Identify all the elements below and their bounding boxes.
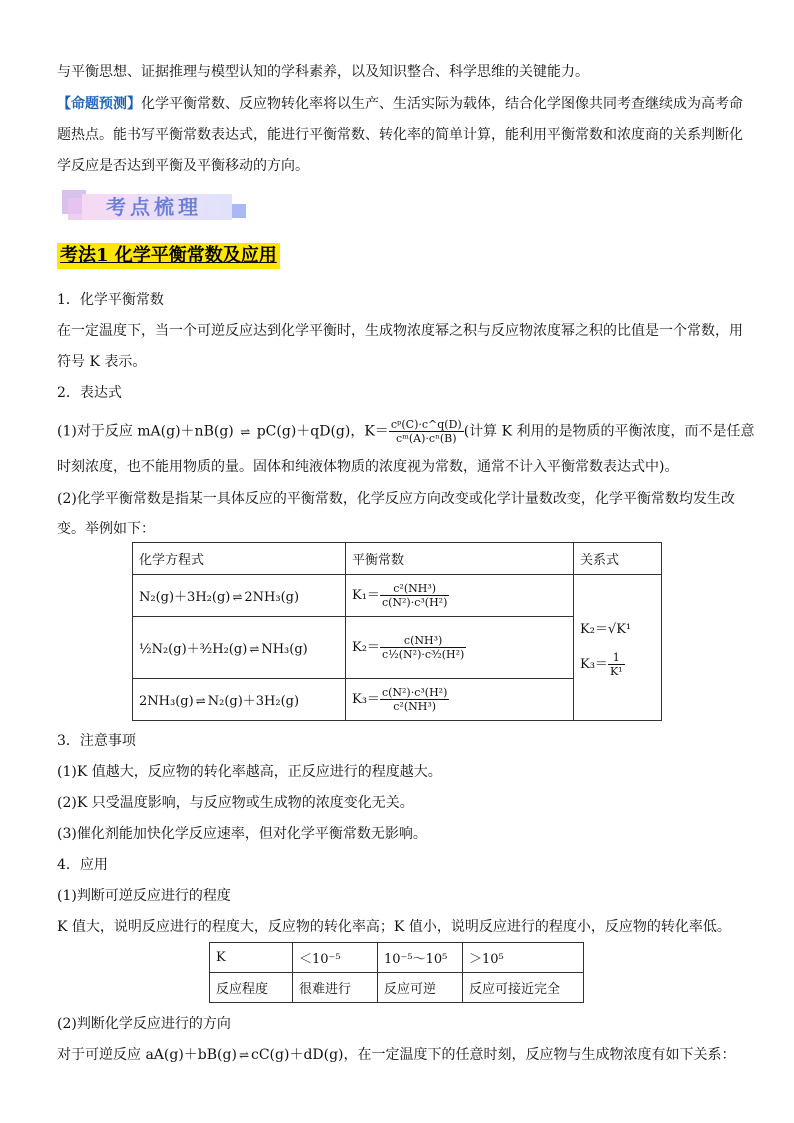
equilibrium-arrow-icon: ⇌	[238, 1048, 249, 1062]
banner-decoration	[232, 204, 246, 218]
table-cell: ＜10⁻⁵	[293, 943, 378, 973]
s1-line-1: 在一定温度下，当一个可逆反应达到化学平衡时，生成物浓度幂之积与反应物浓度幂之积的比值是一个常数，用	[57, 323, 743, 339]
s3-item-1: (1)K 值越大，反应物的转化率越高，正反应进行的程度越大。	[57, 764, 442, 780]
prediction-line-1	[57, 94, 743, 114]
prediction-tag: 【命题预测】	[57, 96, 141, 112]
relation-2: K₃＝ $\frac{1}{\text{K¹}}$	[580, 650, 623, 678]
s1-heading: 1．化学平衡常数	[57, 292, 164, 308]
table-row	[210, 973, 584, 1003]
s2-p2-line-1: (2)化学平衡常数是指某一具体反应的平衡常数，化学反应方向改变或化学计量数改变，化学平衡常数均发生改	[57, 491, 735, 507]
s4-sub-2: (2)判断化学反应进行的方向	[57, 1016, 231, 1032]
s3-item-2: (2)K 只受温度影响，与反应物或生成物的浓度变化无关。	[57, 795, 414, 811]
s3-item-3: (3)催化剂能加快化学反应速率，但对化学平衡常数无影响。	[57, 826, 427, 842]
prediction-text-1: 化学平衡常数、反应物转化率将以生产、生活实际为载体，结合化学图像共同考查继续成为高考命	[141, 96, 743, 112]
k-expression-fraction	[389, 418, 464, 445]
prediction-line-3: 学反应是否达到平衡及平衡移动的方向。	[57, 158, 309, 174]
s4-sub-1: (1)判断可逆反应进行的程度	[57, 888, 231, 904]
equilibrium-arrow-icon: ⇌	[249, 642, 260, 656]
table-row	[133, 575, 662, 617]
prediction-line-2: 题热点。能书写平衡常数表达式，能进行平衡常数、转化率的简单计算，能利用平衡常数和浓度商的关系判断化	[57, 127, 743, 143]
constant-cell: K₃＝ $\frac{\text{c(N²)·c³(H²)}}{\text{c²(NH³)}}$	[346, 679, 574, 721]
equation-cell: 2NH₃(g) ⇌ N₂(g)＋3H₂(g)	[133, 679, 346, 721]
constant-cell: K₂＝ $\frac{\text{c(NH³)}}{\text{c½(N²)·c³⁄₂(H²)}}$	[346, 617, 574, 679]
table-cell: 反应可接近完全	[463, 973, 584, 1003]
banner-title: 考点梳理	[106, 195, 202, 219]
k-range-table	[209, 942, 584, 1003]
constant-cell: K₁＝ $\frac{\text{c²(NH³)}}{\text{c(N²)·c³(H²)}}$	[346, 575, 574, 617]
equation-cell: N₂(g)＋3H₂(g) ⇌ 2NH₃(g)	[133, 575, 346, 617]
table-cell: ＞10⁵	[463, 943, 584, 973]
table-cell: 反应可逆	[378, 973, 463, 1003]
table-row	[210, 943, 584, 973]
s2-p2-line-2: 变。举例如下：	[57, 521, 155, 537]
k-expression-numerator: cᵖ(C)·c^q(D)	[390, 418, 462, 431]
s4-sub-1-text: K 值大，说明反应进行的程度大，反应物的转化率高；K 值小，说明反应进行的程度小，反应物的转化率低。	[57, 919, 731, 935]
s2-p1-prefix: (1)对于反应 mA(g)＋nB(g)	[57, 423, 234, 440]
s4-sub-2-text: 对于可逆反应 aA(g)＋bB(g) ⇌ cC(g)＋dD(g)，在一定温度下的任意时刻，反应物与生成物浓度有如下关系：	[57, 1047, 736, 1063]
k-expression-denominator: cᵐ(A)·cⁿ(B)	[395, 432, 457, 445]
s2-p1-line-1	[57, 418, 755, 445]
equilibrium-arrow-icon: ⇌	[195, 694, 206, 708]
s2-heading: 2．表达式	[57, 385, 122, 401]
section-title: 考法1 化学平衡常数及应用	[57, 243, 280, 269]
equation-cell: ½N₂(g)＋³⁄₂H₂(g) ⇌ NH₃(g)	[133, 617, 346, 679]
table-header: 关系式	[574, 543, 662, 575]
s2-p1-mid: pC(g)＋qD(g)，K＝	[256, 423, 389, 440]
table-cell: 很难进行	[293, 973, 378, 1003]
table-cell: 10⁻⁵～10⁵	[378, 943, 463, 973]
relation-cell	[574, 575, 662, 721]
equilibrium-arrow-icon: ⇌	[232, 590, 243, 604]
equilibrium-arrow-icon: ⇌	[240, 424, 251, 439]
s2-p1-line-2: 时刻浓度，也不能用物质的量。固体和纯液体物质的浓度视为常数，通常不计入平衡常数表达式中)。	[57, 459, 679, 475]
table-cell: 反应程度	[210, 973, 293, 1003]
table-header: 平衡常数	[346, 543, 574, 575]
s2-p1-suffix: (计算 K 利用的是物质的平衡浓度，而不是任意	[463, 423, 755, 440]
s3-heading: 3．注意事项	[57, 733, 136, 749]
s4-heading: 4．应用	[57, 857, 108, 873]
equilibrium-constant-table	[132, 542, 662, 721]
relation-1: K₂＝√K¹	[580, 621, 632, 637]
intro-line: 与平衡思想、证据推理与模型认知的学科素养，以及知识整合、科学思维的关键能力。	[57, 64, 589, 80]
table-cell: K	[210, 943, 293, 973]
table-header: 化学方程式	[133, 543, 346, 575]
s1-line-2: 符号 K 表示。	[57, 354, 147, 370]
section-banner	[62, 190, 242, 224]
